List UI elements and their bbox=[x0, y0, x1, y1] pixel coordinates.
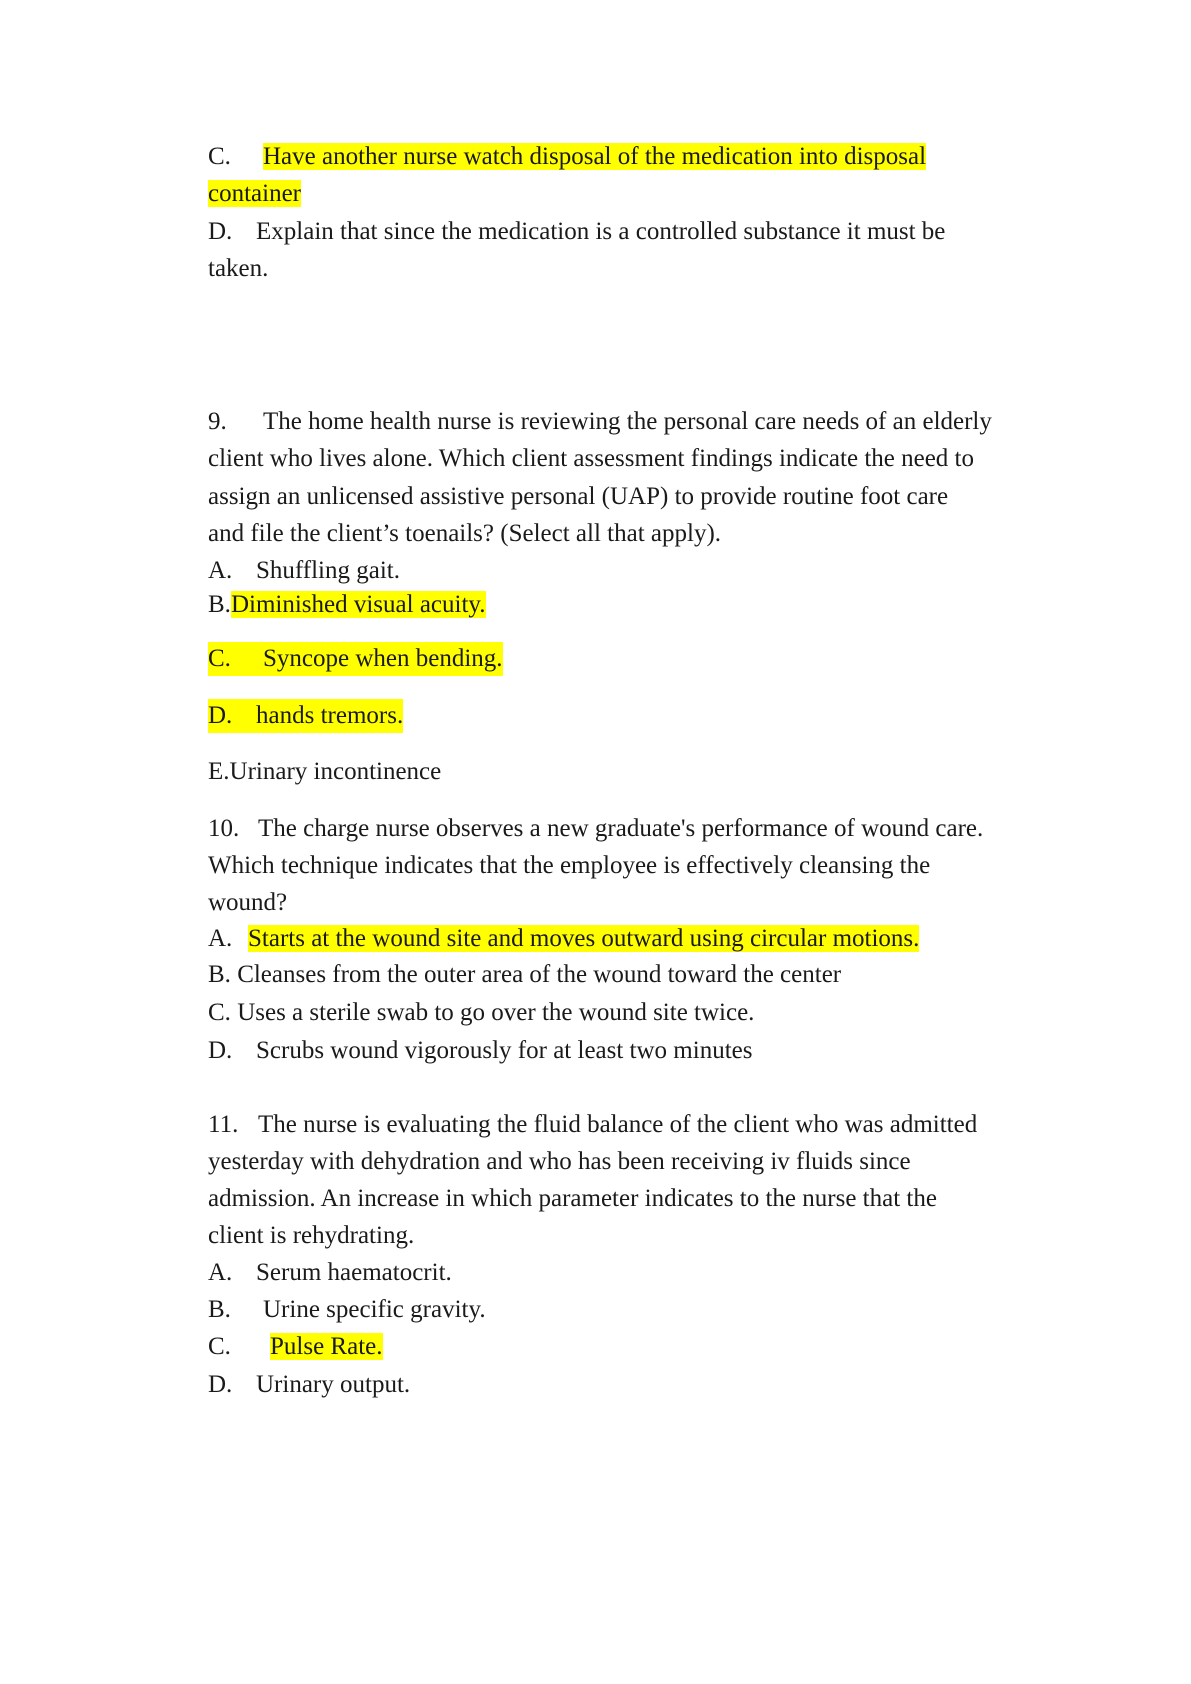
q11-stem-text-4: client is rehydrating. bbox=[208, 1222, 415, 1249]
q9-option-c bbox=[208, 642, 503, 676]
q8-option-c-text-line1: Have another nurse watch disposal of the medication into disposal bbox=[263, 143, 927, 170]
q10-option-d-label: D. bbox=[208, 1037, 233, 1064]
q9-number: 9. bbox=[208, 408, 227, 435]
q8-option-c-line1 bbox=[208, 140, 926, 174]
q9-option-a bbox=[208, 554, 400, 588]
q10-stem-text-2: Which technique indicates that the employee is effectively cleansing the bbox=[208, 852, 931, 879]
q9-option-b bbox=[208, 588, 486, 622]
q11-stem-text-3: admission. An increase in which parameter indicates to the nurse that the bbox=[208, 1185, 937, 1212]
q10-option-a bbox=[208, 922, 919, 956]
q11-option-d bbox=[208, 1368, 410, 1402]
q9-option-d-text: hands tremors. bbox=[256, 702, 404, 729]
q8-option-d-text-line2: taken. bbox=[208, 255, 269, 282]
q10-option-a-label: A. bbox=[208, 925, 233, 952]
q11-stem-line3 bbox=[208, 1182, 937, 1216]
q11-option-a-label: A. bbox=[208, 1259, 233, 1286]
q10-stem-line3 bbox=[208, 886, 287, 920]
q11-stem-line1 bbox=[208, 1108, 977, 1142]
q9-option-b-label: B. bbox=[208, 591, 231, 618]
q8-option-d-text-line1: Explain that since the medication is a controlled substance it must be bbox=[256, 218, 946, 245]
q11-option-c bbox=[208, 1330, 383, 1364]
q8-option-d-line1 bbox=[208, 215, 945, 249]
q10-option-c-text: Uses a sterile swab to go over the wound site twice. bbox=[237, 999, 755, 1026]
q10-option-d-text: Scrubs wound vigorously for at least two minutes bbox=[256, 1037, 753, 1064]
q9-stem-text-2: client who lives alone. Which client assessment findings indicate the need to bbox=[208, 445, 975, 472]
q11-option-a bbox=[208, 1256, 452, 1290]
q9-option-c-label: C. bbox=[208, 645, 231, 672]
q10-option-c bbox=[208, 996, 754, 1030]
q11-option-b-text: Urine specific gravity. bbox=[263, 1296, 486, 1323]
q10-stem-line2 bbox=[208, 849, 930, 883]
q11-option-b bbox=[208, 1293, 486, 1327]
q9-stem-text-4: and file the client’s toenails? (Select all that apply). bbox=[208, 520, 722, 547]
q9-option-c-text: Syncope when bending. bbox=[263, 645, 503, 672]
q10-number: 10. bbox=[208, 815, 240, 842]
q9-option-e-text: Urinary incontinence bbox=[229, 758, 442, 785]
q10-option-c-label: C. bbox=[208, 999, 231, 1026]
q11-option-c-label: C. bbox=[208, 1333, 231, 1360]
q9-option-b-text: Diminished visual acuity. bbox=[230, 591, 486, 618]
q9-stem-line2 bbox=[208, 442, 974, 476]
q10-option-a-text: Starts at the wound site and moves outward using circular motions. bbox=[248, 925, 920, 952]
q11-number: 11. bbox=[208, 1111, 239, 1138]
q10-option-b bbox=[208, 958, 841, 992]
q11-option-d-text: Urinary output. bbox=[256, 1371, 411, 1398]
q9-option-a-text: Shuffling gait. bbox=[256, 557, 400, 584]
q8-option-c-label: C. bbox=[208, 143, 231, 170]
q10-stem-text-3: wound? bbox=[208, 889, 288, 916]
q9-stem-text-3: assign an unlicensed assistive personal (UAP) to provide routine foot care bbox=[208, 483, 949, 510]
q9-option-a-label: A. bbox=[208, 557, 233, 584]
q11-option-a-text: Serum haematocrit. bbox=[256, 1259, 452, 1286]
q9-option-d bbox=[208, 699, 403, 733]
q8-option-c-line2 bbox=[208, 177, 301, 211]
q10-option-d bbox=[208, 1034, 752, 1068]
q9-option-e bbox=[208, 755, 441, 789]
q11-stem-text-1: The nurse is evaluating the fluid balance of the client who was admitted bbox=[258, 1111, 978, 1138]
q11-stem-line2 bbox=[208, 1145, 911, 1179]
q11-option-c-text: Pulse Rate. bbox=[270, 1333, 383, 1360]
q8-option-d-line2 bbox=[208, 252, 268, 286]
q10-stem-text-1: The charge nurse observes a new graduate's performance of wound care. bbox=[258, 815, 984, 842]
q11-stem-line4 bbox=[208, 1219, 414, 1253]
q11-option-d-label: D. bbox=[208, 1371, 233, 1398]
q10-option-b-label: B. bbox=[208, 961, 231, 988]
q8-option-c-text-line2: container bbox=[208, 180, 302, 207]
q8-option-d-label: D. bbox=[208, 218, 233, 245]
q9-stem-line1 bbox=[208, 405, 992, 439]
q11-option-b-label: B. bbox=[208, 1296, 231, 1323]
q9-option-d-label: D. bbox=[208, 702, 233, 729]
q9-option-e-label: E. bbox=[208, 758, 230, 785]
q10-stem-line1 bbox=[208, 812, 983, 846]
q10-option-b-text: Cleanses from the outer area of the wound toward the center bbox=[237, 961, 842, 988]
q9-stem-text-1: The home health nurse is reviewing the personal care needs of an elderly bbox=[263, 408, 992, 435]
q9-stem-line3 bbox=[208, 480, 948, 514]
q11-stem-text-2: yesterday with dehydration and who has been receiving iv fluids since bbox=[208, 1148, 911, 1175]
q9-stem-line4 bbox=[208, 517, 721, 551]
